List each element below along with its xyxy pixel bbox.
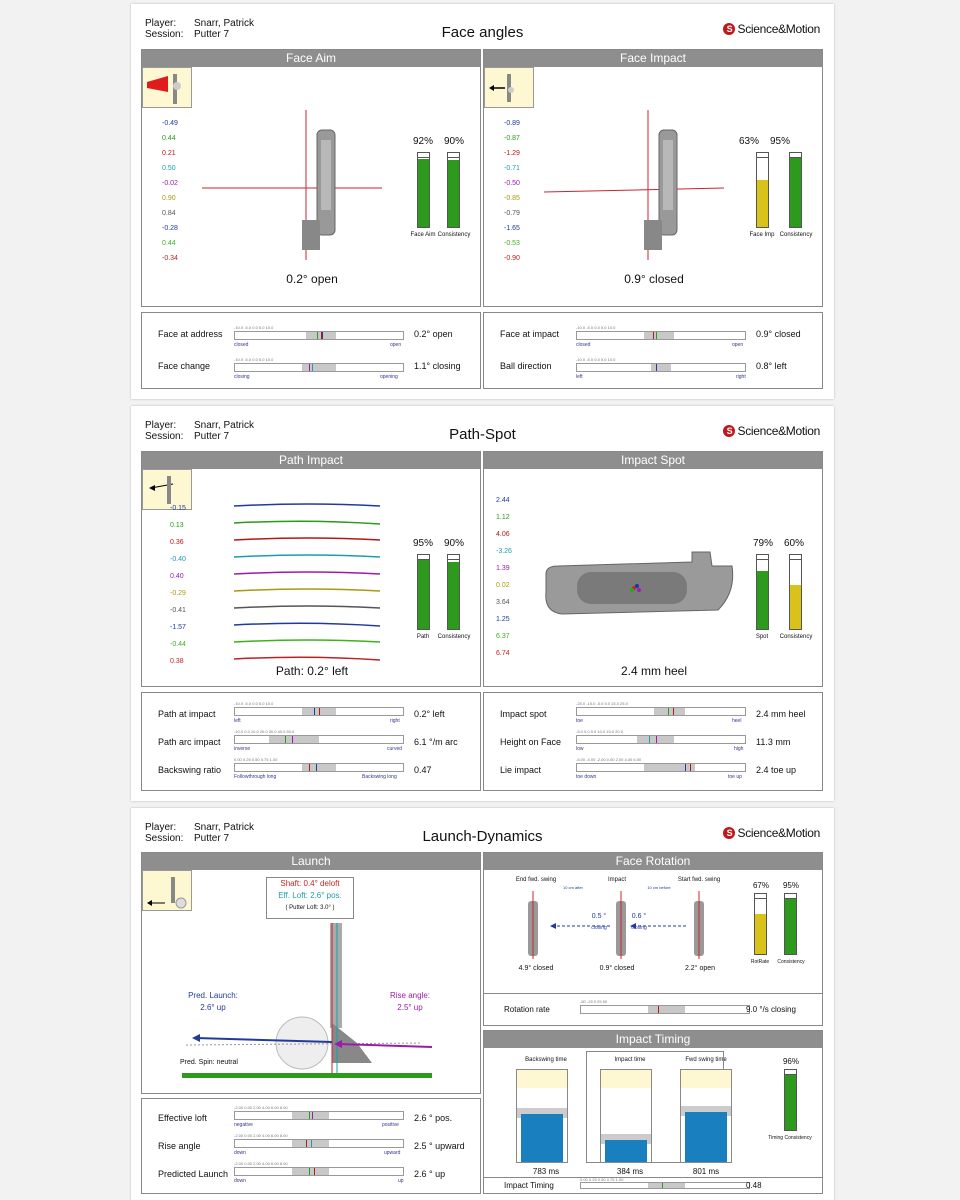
consistency-bar	[789, 554, 802, 630]
logo-icon: S	[723, 425, 735, 437]
player-info: Player: Snarr, Patrick Session: Putter 7	[145, 420, 255, 442]
timing-chart	[680, 1069, 732, 1163]
page-title: Face angles	[441, 24, 524, 41]
metric-scale	[234, 735, 404, 744]
consistency-bar	[789, 152, 802, 228]
timing-chart	[600, 1069, 652, 1163]
face-aim-bar	[417, 152, 430, 228]
metric-scale	[234, 763, 404, 772]
face-aim-result: 0.2° open	[286, 272, 338, 286]
timing-chart	[516, 1069, 568, 1163]
panel-header: Face Impact	[484, 50, 822, 67]
face-metrics-right: Face at impact -10.0 -5.0 0.0 5.0 10.0 closed open 0.9° closed Ball direction -10.0 -5.0 0.0 5.0 10.0 left right 0.8° left	[483, 312, 823, 389]
launch-panel: Launch Shaft: 0.4° deloft Eff. Loft: 2.6° pos. ( Putter Loft: 3.0° ) Pred. Launch: 2.6° up Rise angle: 2.5° up Pred. Spin: neutral	[141, 852, 481, 1094]
metric-scale	[234, 1111, 404, 1120]
path-metrics-left: Path at impact -10.0 -5.0 0.0 5.0 10.0 left right 0.2° left Path arc impact -10.0 0.0 10.0 20.0 30.0 40.0 50.0 inverse curved 6.1 °/m arc Backswing ratio 0.00 0.25 0.50 0.75 1.00 Followthrough long Backswing long 0.47	[141, 692, 481, 791]
value-list: -0.89 -0.87 -1.29 -0.71 -0.50 -0.85 -0.79 -1.65 -0.53 -0.90	[504, 120, 520, 262]
putter-face-graphic	[202, 110, 392, 260]
brand-logo: S Science&Motion	[723, 22, 820, 36]
player-info: Player: Snarr, Patrick Session: Putter 7	[145, 18, 255, 40]
value-list: -0.49 0.44 0.21 0.50 -0.02 0.90 0.84 -0.28 0.44 -0.34	[162, 120, 178, 262]
metric-scale	[234, 363, 404, 372]
player-info: Player: Snarr, Patrick Session: Putter 7	[145, 822, 255, 844]
value-list: -0.15 0.13 0.36 -0.40 0.40 -0.29 -0.41 -1.57 -0.44 0.38	[170, 505, 186, 665]
path-result: Path: 0.2° left	[275, 664, 349, 678]
metric-scale	[576, 707, 746, 716]
path-spot-page	[131, 406, 834, 801]
metric-scale	[576, 763, 746, 772]
face-impact-panel: Face Impact -0.89 -0.87 -1.29 -0.71 -0.50 -0.85 -0.79 -1.65 -0.53 -0.90 63% 95% Face Imp Consistency 0.9° closed	[483, 49, 823, 307]
launch-dynamics-page	[131, 808, 834, 1200]
metric-scale	[580, 1182, 750, 1189]
page-title: Path-Spot	[449, 426, 516, 443]
impact-timing-panel: Impact Timing Backswing time Impact time Fwd swing time 783 ms 384 ms 801 ms 96% Timing Consistency Impact Timing 0.00 0.25 0.50 0.75 1.00 0.48	[483, 1030, 823, 1194]
launch-icon	[142, 870, 192, 911]
face-metrics-left: Face at address -10.0 -5.0 0.0 5.0 10.0 closed open 0.2° open Face change -10.0 -5.0 0.0 5.0 10.0 closing opening 1.1° closing	[141, 312, 481, 389]
face-aim-icon	[142, 67, 192, 108]
face-aim-panel: Face Aim -0.49 0.44 0.21 0.50 -0.02 0.90 0.84 -0.28 0.44 -0.34 92% 90% Face Aim Consistency 0.2° open	[141, 49, 481, 307]
path-traces	[234, 502, 382, 662]
consistency-bar	[784, 893, 797, 955]
face-impact-icon	[484, 67, 534, 108]
consistency-bar	[447, 554, 460, 630]
spot-result: 2.4 mm heel	[620, 664, 688, 678]
face-impact-result: 0.9° closed	[624, 272, 684, 286]
consistency-bar	[447, 152, 460, 228]
path-bar	[417, 554, 430, 630]
metric-scale	[576, 735, 746, 744]
logo-icon: S	[723, 23, 735, 35]
timing-bar	[605, 1140, 647, 1162]
brand-logo: S Science&Motion	[723, 424, 820, 438]
face-rotation-panel: Face Rotation End fwd. swing Impact Start fwd. swing 10 cm after 10 cm before 0.5 ° closing 0.6 ° closing 4.9° closed 0.9° closed 2.2° open 67% 95% RotRate Consistency Rotation rate -50 -25 0 25 50 9.0 °/s closing	[483, 852, 823, 1026]
brand-logo: S Science&Motion	[723, 826, 820, 840]
metric-scale	[576, 363, 746, 372]
timing-bar	[685, 1112, 727, 1162]
spot-bar	[756, 554, 769, 630]
loft-box: Shaft: 0.4° deloft Eff. Loft: 2.6° pos. ( Putter Loft: 3.0° )	[266, 877, 354, 919]
timing-bar	[521, 1114, 563, 1162]
metric-scale	[580, 1005, 750, 1014]
path-impact-panel: Path Impact -0.15 0.13 0.36 -0.40 0.40 -0.29 -0.41 -1.57 -0.44 0.38 95% 90% Path Consistency Path: 0.2° left	[141, 451, 481, 687]
path-metrics-right: Impact spot -25.0 -15.0 -5.0 5.0 15.0 25.0 toe heel 2.4 mm heel Height on Face -5.0 0.0 5.0 10.0 15.0 20.0 low high 11.3 mm Lie impact -6.00 -4.00 -2.00 0.00 2.00 4.00 6.00 toe down toe up 2.4 toe up	[483, 692, 823, 791]
putter-face-graphic	[544, 110, 734, 260]
rotrate-bar	[754, 893, 767, 955]
launch-metrics: Effective loft -2.00 0.00 2.00 4.00 6.00 8.00 negative positive 2.6 ° pos. Rise angle -2.00 0.00 2.00 4.00 6.00 8.00 down upward 2.5 ° upward Predicted Launch -2.00 0.00 2.00 4.00 6.00 8.00 down up 2.6 ° up	[141, 1098, 481, 1194]
metric-scale	[234, 1139, 404, 1148]
page-title: Launch-Dynamics	[422, 828, 543, 845]
metric-scale	[234, 1167, 404, 1176]
impact-spot-panel: Impact Spot 2.44 1.12 4.06 -3.26 1.39 0.02 3.64 1.25 6.37 6.74 79% 60% Spot Consistency 2.4 mm heel	[483, 451, 823, 687]
putter-head-graphic	[542, 552, 737, 617]
face-impact-bar	[756, 152, 769, 228]
metric-scale	[576, 331, 746, 340]
panel-header: Face Aim	[142, 50, 480, 67]
timing-consistency-bar	[784, 1069, 797, 1131]
metric-scale	[234, 707, 404, 716]
value-list: 2.44 1.12 4.06 -3.26 1.39 0.02 3.64 1.25 6.37 6.74	[496, 497, 512, 657]
metric-scale	[234, 331, 404, 340]
logo-icon: S	[723, 827, 735, 839]
face-angles-page	[131, 4, 834, 399]
